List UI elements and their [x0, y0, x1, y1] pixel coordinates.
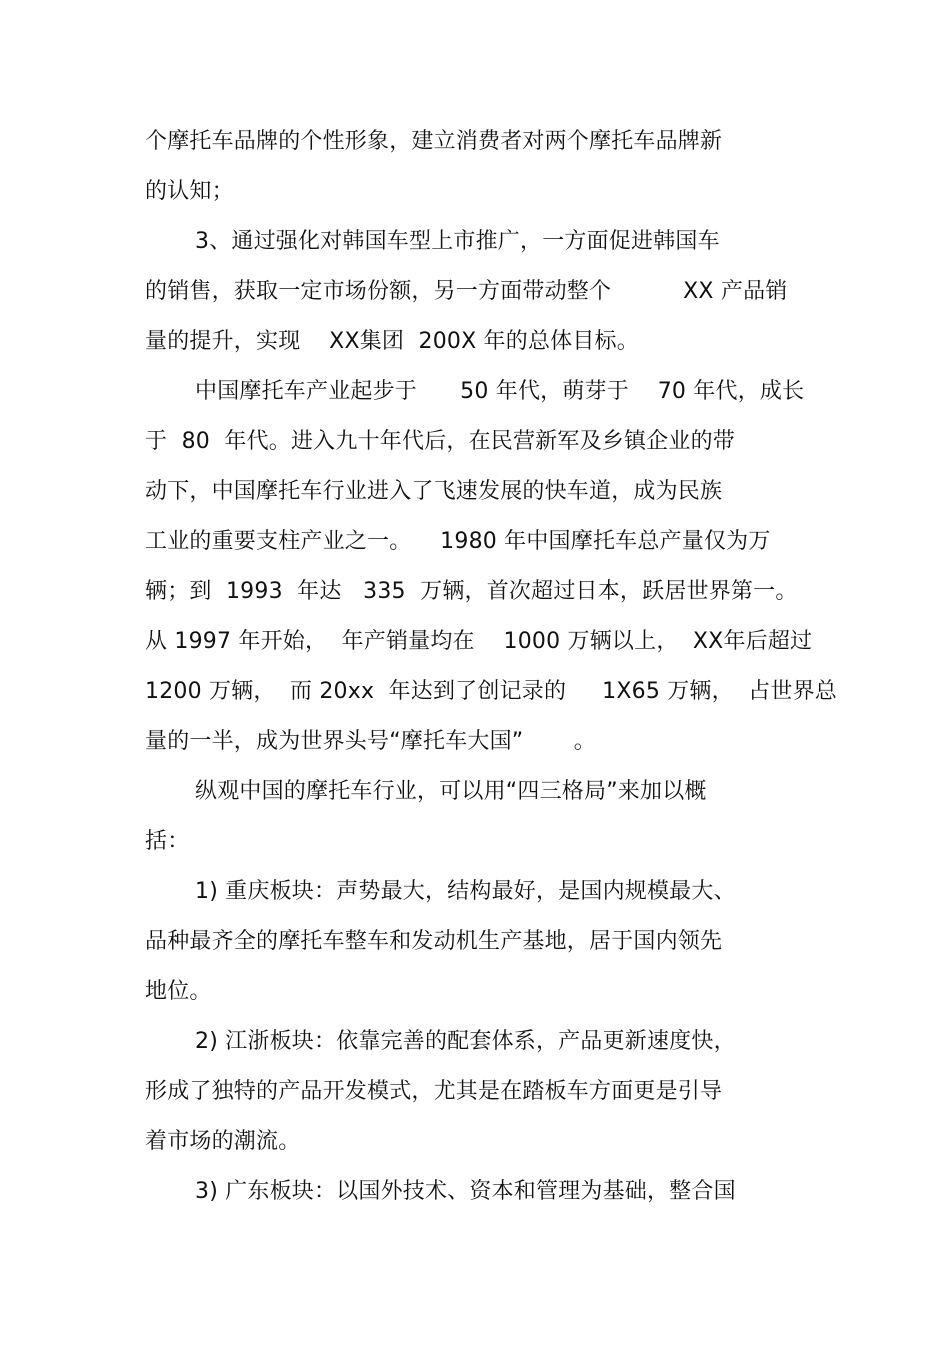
text-line-15: 括： — [145, 829, 190, 854]
text-line-3: 3、通过强化对韩国车型上市推广，一方面促进韩国车 — [195, 229, 720, 254]
text-line-8: 动下，中国摩托车行业进入了飞速发展的快车道，成为民族 — [145, 479, 723, 504]
text-line-12: 1200 万辆， 而 20xx 年达到了创记录的 1X65 万辆， 占世界总 — [145, 679, 837, 704]
text-line-7: 于 80 年代。进入九十年代后，在民营新军及乡镇企业的带 — [145, 429, 735, 454]
text-line-19: 2) 江浙板块：依靠完善的配套体系，产品更新速度快， — [195, 1029, 736, 1054]
text-line-5: 量的提升，实现 XX集团 200X 年的总体目标。 — [145, 329, 639, 354]
text-line-17: 品种最齐全的摩托车整车和发动机生产基地，居于国内领先 — [145, 929, 723, 954]
text-line-4: 的销售，获取一定市场份额，另一方面带动整个 XX 产品销 — [145, 279, 788, 304]
text-line-9: 工业的重要支柱产业之一。 1980 年中国摩托车总产量仅为万 — [145, 529, 771, 554]
text-line-1: 个摩托车品牌的个性形象，建立消费者对两个摩托车品牌新 — [145, 129, 723, 154]
text-line-21: 着市场的潮流。 — [145, 1129, 301, 1154]
text-line-20: 形成了独特的产品开发模式，尤其是在踏板车方面更是引导 — [145, 1079, 723, 1104]
text-line-14: 纵观中国的摩托车行业，可以用“四三格局”来加以概 — [195, 779, 707, 804]
text-line-2: 的认知； — [145, 179, 234, 204]
text-line-6: 中国摩托车产业起步于 50 年代，萌芽于 70 年代，成长 — [195, 379, 805, 404]
text-line-22: 3) 广东板块：以国外技术、资本和管理为基础，整合国 — [195, 1179, 736, 1204]
text-line-11: 从 1997 年开始， 年产销量均在 1000 万辆以上， XX年后超过 — [145, 629, 813, 654]
text-line-18: 地位。 — [145, 979, 212, 1004]
text-line-10: 辆；到 1993 年达 335 万辆，首次超过日本，跃居世界第一。 — [145, 579, 798, 604]
text-line-13: 量的一半，成为世界头号“摩托车大国” 。 — [145, 729, 596, 754]
text-line-16: 1) 重庆板块：声势最大，结构最好，是国内规模最大、 — [195, 879, 736, 904]
